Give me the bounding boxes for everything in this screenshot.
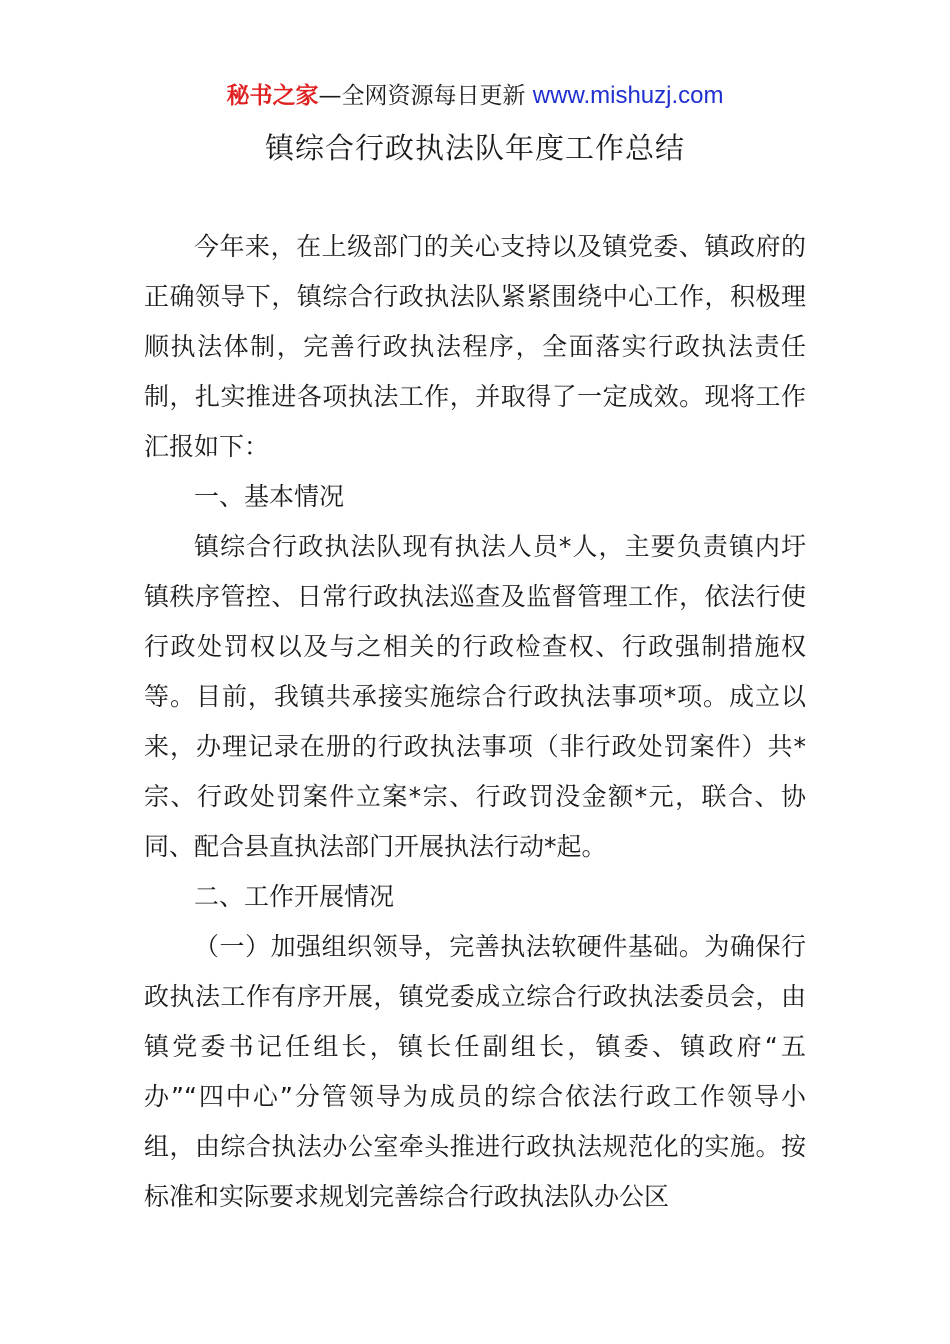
document-title: 镇综合行政执法队年度工作总结 <box>264 131 685 165</box>
site-header <box>0 78 950 114</box>
document-body <box>144 222 806 1222</box>
intro-paragraph: 今年来，在上级部门的关心支持以及镇党委、镇政府的正确领导下，镇综合行政执法队紧紧围绕中心工作，积极理顺执法体制，完善行政执法程序，全面落实行政执法责任制，扎实推进各项执法工作，并取得了一定成效。现将工作汇报如下： <box>144 232 806 461</box>
section-heading-basic: 一、基本情况 <box>194 482 345 511</box>
section-heading-work: 二、工作开展情况 <box>194 882 395 911</box>
site-slogan: —全网资源每日更新 <box>318 83 533 109</box>
work-paragraph-1: （一）加强组织领导，完善执法软硬件基础。为确保行政执法工作有序开展，镇党委成立综合行政执法委员会，由镇党委书记任组长，镇长任副组长，镇委、镇政府“五办”“四中心”分管领导为成员的综合依法行政工作领导小组，由综合执法办公室牵头推进行政执法规范化的实施。按标准和实际要求规划完善综合行政执法队办公区 <box>144 932 806 1211</box>
site-brand: 秘书之家 <box>226 83 319 109</box>
site-url-link[interactable]: www.mishuzj.com <box>532 82 724 109</box>
basic-info-paragraph: 镇综合行政执法队现有执法人员*人，主要负责镇内圩镇秩序管控、日常行政执法巡查及监督管理工作，依法行使行政处罚权以及与之相关的行政检查权、行政强制措施权等。目前，我镇共承接实施综合行政执法事项*项。成立以来，办理记录在册的行政执法事项（非行政处罚案件）共*宗、行政处罚案件立案*宗、行政罚没金额*元，联合、协同、配合县直执法部门开展执法行动*起。 <box>144 532 806 861</box>
